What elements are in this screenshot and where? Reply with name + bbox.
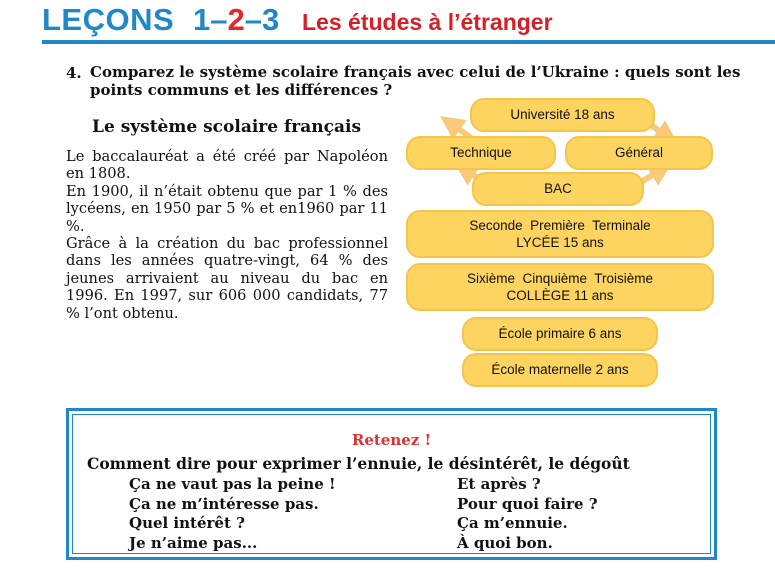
box-university <box>470 98 655 132</box>
retenez-box <box>66 408 717 560</box>
header-rule <box>42 40 775 44</box>
box-technique-label: Technique <box>450 145 512 160</box>
phrase-item: Ça ne vaut pas la peine ! <box>129 475 336 493</box>
box-lycee-line2: LYCÉE 15 ans <box>516 235 604 250</box>
phrase-item: Et après ? <box>457 475 541 493</box>
arrow-up-left-icon <box>450 123 470 137</box>
retenez-main-line: Comment dire pour exprimer l’ennuie, le désintérêt, le dégoût <box>87 454 630 473</box>
box-lycee-line1: Seconde Première Terminale <box>469 218 651 233</box>
box-university-label: Université 18 ans <box>510 107 615 122</box>
page-header <box>0 0 775 44</box>
box-primary-school-label: École primaire 6 ans <box>498 326 622 341</box>
retenez-inner-border <box>72 414 711 554</box>
lesson-number-3: 3 <box>262 2 280 37</box>
box-lycee <box>406 210 714 258</box>
box-general-label: Général <box>614 145 664 160</box>
paragraph-line: Grâce à la création du bac professionnel dans les années quatre-vingt, 64 % des jeunes arrivaient au niveau du bac en 1996. En 1997, sur 606 000 candidats, 77 % l’ont obtenu. <box>66 235 388 322</box>
paragraph-line: Le baccalauréat a été créé par Napoléon en 1808. <box>66 148 388 183</box>
lesson-number-2: 2 <box>227 2 245 37</box>
box-bac <box>472 172 644 206</box>
box-technique <box>406 136 556 170</box>
lesson-number-1: 1 <box>193 2 211 37</box>
retenez-left-column <box>129 475 336 553</box>
box-college-line1: Sixième Cinquième Troisième <box>466 271 654 286</box>
body-paragraph <box>66 148 388 322</box>
retenez-right-column <box>457 475 598 553</box>
box-college <box>406 263 714 311</box>
box-nursery-school <box>462 353 658 387</box>
page-title: Les études à l’étranger <box>302 9 553 35</box>
phrase-item: Je n’aime pas... <box>129 533 258 552</box>
phrase-item: Ça ne m’intéresse pas. <box>129 494 319 513</box>
paragraph-line: En 1900, il n’était obtenu que par 1 % des lycéens, en 1950 par 5 % et en1960 par 11 %. <box>66 182 388 235</box>
lesson-number-dash: – <box>244 2 262 37</box>
phrase-item: Quel intérêt ? <box>129 514 245 532</box>
retenez-title: Retenez ! <box>351 431 432 449</box>
question-number: 4. <box>66 64 82 82</box>
box-general <box>565 136 713 170</box>
phrase-item: À quoi bon. <box>457 533 553 552</box>
box-primary-school <box>462 317 658 351</box>
box-college-line2: COLLÈGE 11 ans <box>506 288 614 303</box>
lesson-numbers <box>193 2 279 38</box>
lessons-label: LEÇONS <box>42 2 175 37</box>
section-subheading: Le système scolaire français <box>92 117 362 137</box>
box-nursery-school-label: École maternelle 2 ans <box>491 362 629 377</box>
phrase-item: Ça m’ennuie. <box>457 514 568 532</box>
lesson-number-dash: – <box>210 2 228 37</box>
box-bac-label: BAC <box>544 181 572 196</box>
phrase-item: Pour quoi faire ? <box>457 494 598 513</box>
question-text: Comparez le système scolaire français avec celui de l’Ukraine : quels sont les points communs et les différences ? <box>90 63 741 99</box>
school-system-diagram <box>400 95 730 395</box>
